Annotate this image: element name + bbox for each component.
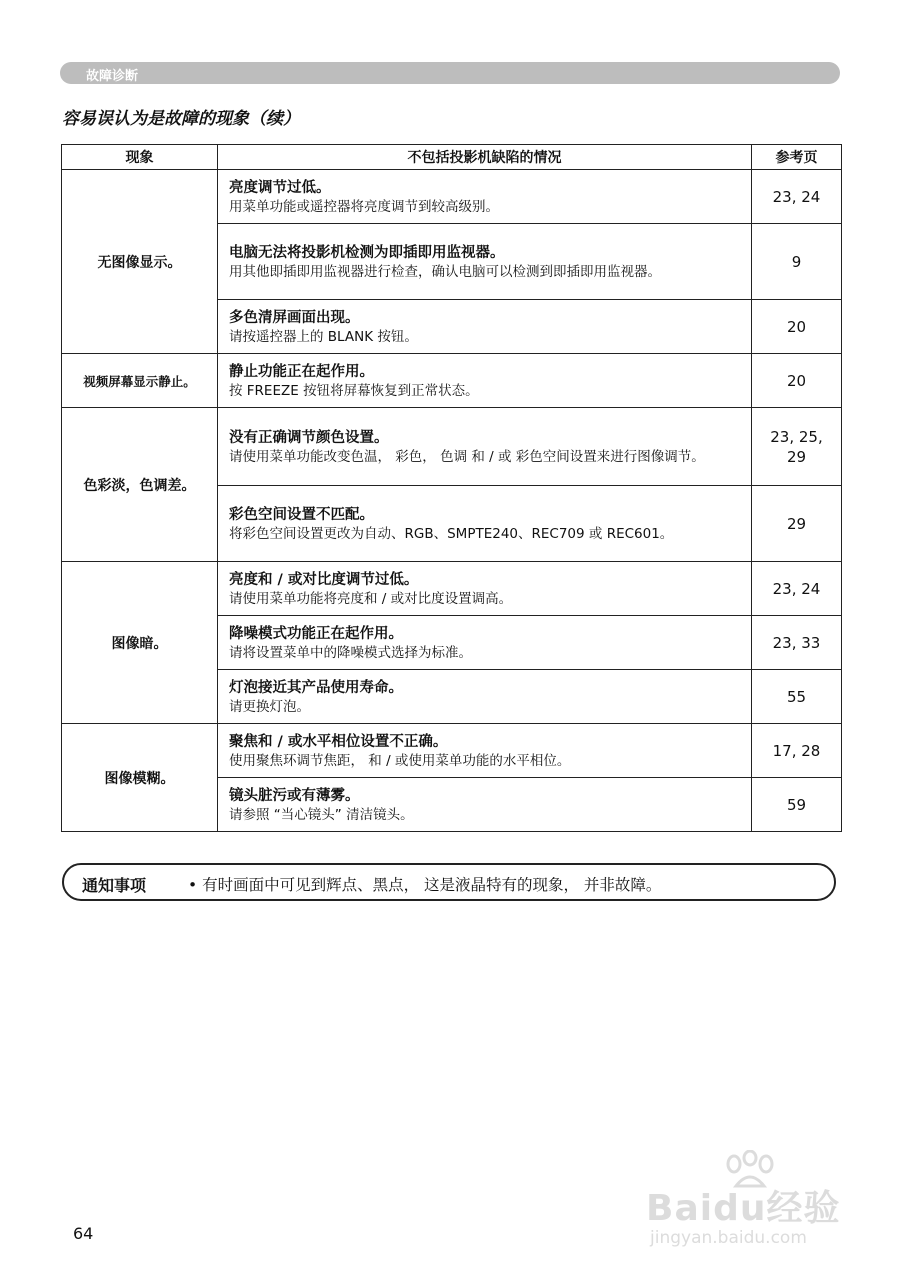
symptom-cell: 图像模糊。: [62, 724, 218, 832]
table-row: [62, 408, 842, 486]
header-condition: 不包括投影机缺陷的情况: [218, 145, 752, 170]
condition-desc: 用菜单功能或遥控器将亮度调节到较高级别。: [229, 198, 499, 215]
section-header-bar: [60, 62, 840, 84]
ref-page-cell: 23, 33: [752, 616, 842, 670]
condition-cell: [218, 724, 752, 778]
table-row: [62, 562, 842, 616]
watermark-brand: Baidu经验: [646, 1188, 841, 1229]
condition-title: 灯泡接近其产品使用寿命。: [229, 679, 403, 696]
header-ref: 参考页: [752, 145, 842, 170]
condition-title: 静止功能正在起作用。: [229, 363, 374, 380]
condition-cell: [218, 778, 752, 832]
condition-title: 聚焦和 / 或水平相位设置不正确。: [229, 733, 448, 750]
condition-title: 亮度调节过低。: [229, 179, 331, 196]
condition-desc: 请使用菜单功能将亮度和 / 或对比度设置调高。: [229, 590, 513, 607]
ref-page-cell: 20: [752, 300, 842, 354]
condition-cell: [218, 616, 752, 670]
page-number: 64: [73, 1224, 94, 1243]
symptom-cell: 视频屏幕显示静止。: [62, 354, 218, 408]
table-header-row: [62, 145, 842, 170]
notice-label: 通知事项: [82, 876, 147, 895]
ref-page-cell: 9: [752, 224, 842, 300]
notice-text: • 有时画面中可见到辉点、黑点， 这是液晶特有的现象， 并非故障。: [188, 876, 662, 894]
baidu-watermark: [646, 1150, 846, 1260]
condition-title: 电脑无法将投影机检测为即插即用监视器。: [229, 244, 505, 261]
page-title: 容易误认为是故障的现象（续）: [62, 109, 300, 129]
condition-title: 降噪模式功能正在起作用。: [229, 625, 403, 642]
symptom-cell: 图像暗。: [62, 562, 218, 724]
condition-title: 镜头脏污或有薄雾。: [229, 787, 360, 804]
condition-cell: [218, 486, 752, 562]
condition-cell: [218, 408, 752, 486]
condition-cell: [218, 562, 752, 616]
condition-desc: 将彩色空间设置更改为自动、RGB、SMPTE240、REC709 或 REC601。: [229, 525, 674, 542]
condition-title: 多色清屏画面出现。: [229, 309, 360, 326]
condition-desc: 请使用菜单功能改变色温， 彩色， 色调 和 / 或 彩色空间设置来进行图像调节。: [229, 448, 705, 465]
ref-page-cell: 20: [752, 354, 842, 408]
condition-cell: [218, 354, 752, 408]
ref-page-cell: 29: [752, 486, 842, 562]
condition-cell: [218, 670, 752, 724]
ref-page-cell: 59: [752, 778, 842, 832]
condition-desc: 请将设置菜单中的降噪模式选择为标准。: [229, 644, 472, 661]
condition-desc: 用其他即插即用监视器进行检查，确认电脑可以检测到即插即用监视器。: [229, 263, 661, 280]
condition-cell: [218, 300, 752, 354]
condition-desc: 使用聚焦环调节焦距， 和 / 或使用菜单功能的水平相位。: [229, 752, 571, 769]
watermark-url: jingyan.baidu.com: [650, 1228, 807, 1248]
symptom-cell: 色彩淡，色调差。: [62, 408, 218, 562]
condition-desc: 请更换灯泡。: [229, 698, 310, 715]
table-row: [62, 724, 842, 778]
table-row: [62, 170, 842, 224]
ref-page-cell: 23, 24: [752, 562, 842, 616]
condition-cell: [218, 170, 752, 224]
condition-desc: 请按遥控器上的 BLANK 按钮。: [229, 328, 418, 345]
ref-page-cell: [752, 408, 842, 486]
condition-cell: [218, 224, 752, 300]
section-label: 故障诊断: [86, 69, 139, 84]
condition-title: 亮度和 / 或对比度调节过低。: [229, 571, 419, 588]
header-symptom: 现象: [62, 145, 218, 170]
condition-title: 没有正确调节颜色设置。: [229, 429, 389, 446]
condition-desc: 请参照 “当心镜头” 清洁镜头。: [229, 806, 414, 823]
notice-box: [62, 863, 836, 901]
symptom-cell: 无图像显示。: [62, 170, 218, 354]
table-row: [62, 354, 842, 408]
troubleshooting-table: [61, 144, 842, 832]
ref-page-cell: 17, 28: [752, 724, 842, 778]
ref-page-cell: 23, 24: [752, 170, 842, 224]
condition-desc: 按 FREEZE 按钮将屏幕恢复到正常状态。: [229, 382, 479, 399]
condition-title: 彩色空间设置不匹配。: [229, 506, 374, 523]
ref-page-text: 23, 25, 29: [770, 427, 823, 466]
ref-page-cell: 55: [752, 670, 842, 724]
